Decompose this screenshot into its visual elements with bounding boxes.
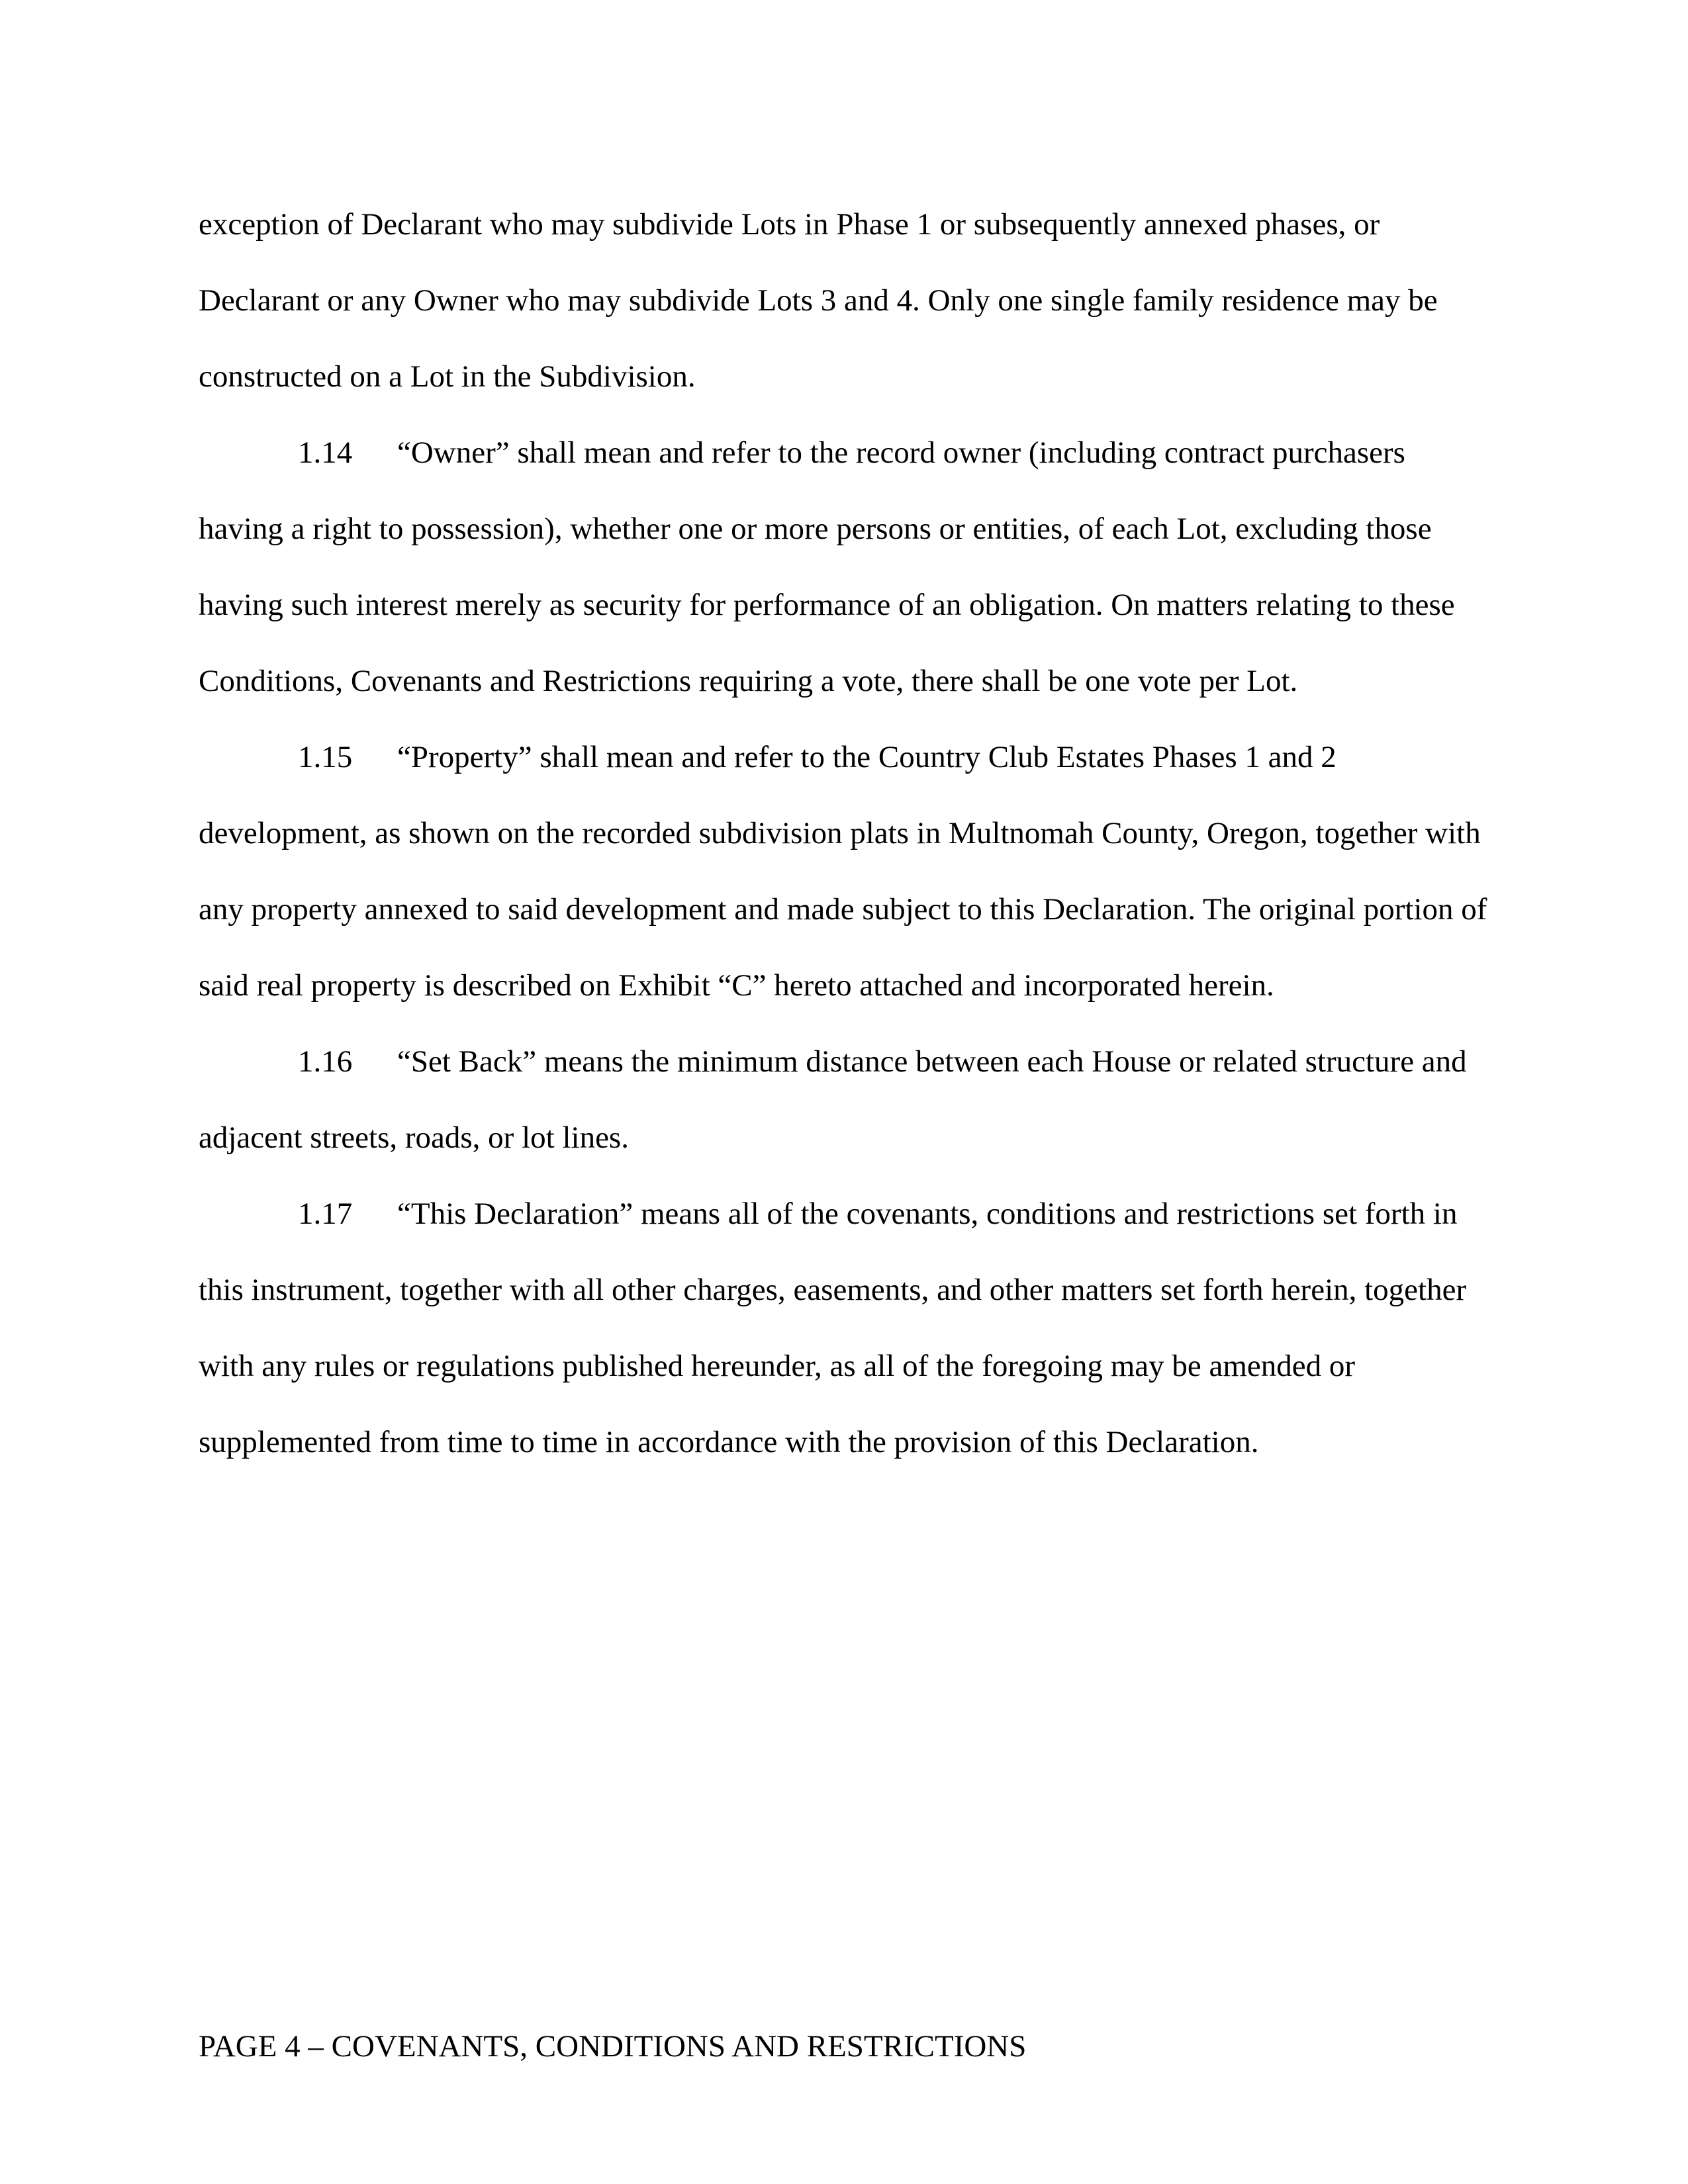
section-1-15: [199, 719, 1489, 1024]
document-body: [199, 187, 1489, 1480]
section-1-14: [199, 415, 1489, 719]
section-number: 1.16: [298, 1044, 353, 1079]
section-number: 1.14: [298, 435, 353, 470]
section-text: “Owner” shall mean and refer to the record owner (including contract purchasers having a right to possession), whether one or more persons or entities, of each Lot, excluding those having such interest merely as security for performance of an obligation. On matters relating to these Conditions, Covenants and Restrictions requiring a vote, there shall be one vote per Lot.: [199, 435, 1455, 698]
section-number: 1.15: [298, 740, 353, 774]
continuation-paragraph: exception of Declarant who may subdivide Lots in Phase 1 or subsequently annexed phases, or Declarant or any Owner who may subdivide Lots 3 and 4. Only one single family residence may be constructed on a Lot in the Subdivision.: [199, 207, 1438, 394]
section-text: “Property” shall mean and refer to the Country Club Estates Phases 1 and 2 development, as shown on the recorded subdivision plats in Multnomah County, Oregon, together with any property annexed to said development and made subject to this Declaration. The original portion of said real property is described on Exhibit “C” hereto attached and incorporated herein.: [199, 740, 1487, 1003]
section-number: 1.17: [298, 1197, 353, 1231]
section-text: “This Declaration” means all of the covenants, conditions and restrictions set forth in this instrument, together with all other charges, easements, and other matters set forth herein, together with any rules or regulations published hereunder, as all of the foregoing may be amended or supplemented from time to time in accordance with the provision of this Declaration.: [199, 1197, 1467, 1459]
section-text: “Set Back” means the minimum distance between each House or related structure and adjacent streets, roads, or lot lines.: [199, 1044, 1467, 1155]
page-footer: PAGE 4 – COVENANTS, CONDITIONS AND RESTRICTIONS: [199, 2029, 1027, 2064]
section-1-17: [199, 1176, 1489, 1480]
section-1-16: [199, 1024, 1489, 1176]
